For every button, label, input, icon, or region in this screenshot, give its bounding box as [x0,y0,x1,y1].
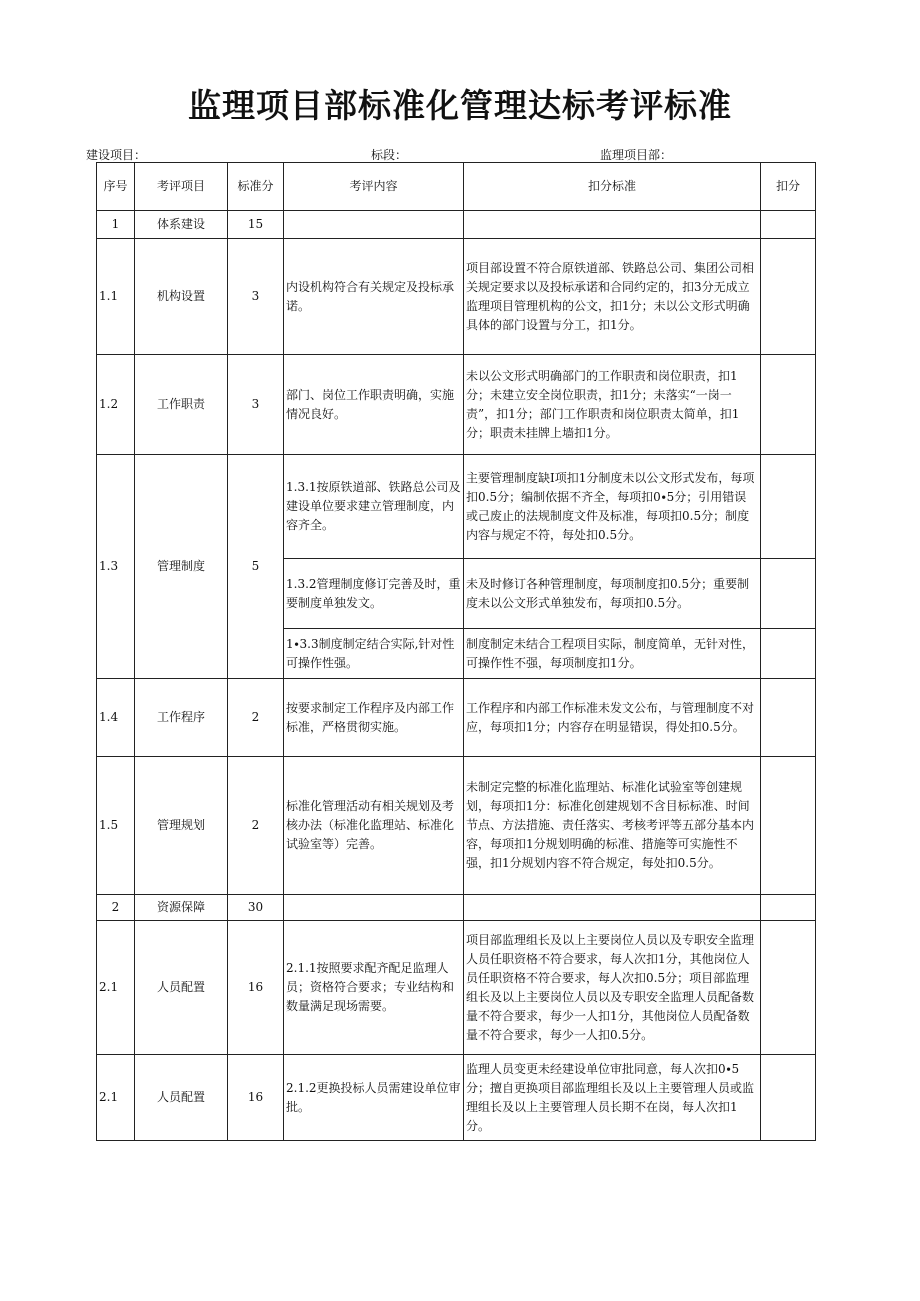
cell-seq: 2 [97,895,135,921]
cell-standard [464,211,761,239]
cell-score: 3 [228,355,284,455]
cell-deduct[interactable] [761,211,816,239]
cell-content: 1.3.2管理制度修订完善及时，重要制度单独发文。 [284,559,464,629]
dept-label: 监理项目部： [600,148,673,162]
table-header-row [97,163,816,211]
cell-score: 15 [228,211,284,239]
cell-item: 人员配置 [135,1055,228,1141]
table-row [97,921,816,1055]
table-row [97,355,816,455]
cell-content: 2.1.1按照要求配齐配足监理人员；资格符合要求；专业结构和数量满足现场需要。 [284,921,464,1055]
header-seq: 序号 [97,163,135,211]
cell-item: 管理规划 [135,757,228,895]
cell-deduct[interactable] [761,355,816,455]
cell-seq: 2.1 [97,1055,135,1141]
cell-deduct[interactable] [761,455,816,559]
cell-content: 内设机构符合有关规定及投标承诺。 [284,239,464,355]
cell-deduct[interactable] [761,1055,816,1141]
cell-score: 2 [228,679,284,757]
cell-item: 管理制度 [135,455,228,679]
cell-standard: 项目部监理组长及以上主要岗位人员以及专职安全监理人员任职资格不符合要求，每人次扣1分，其他岗位人员任职资格不符合要求，每人次扣0.5分；项目部监理组长及以上主要岗位人员以及专职安全监理人员配备数量不符合要求，每少一人扣1分，其他岗位人员配备数量不符合要求，每少一人扣0.5分。 [464,921,761,1055]
cell-item: 工作程序 [135,679,228,757]
cell-deduct[interactable] [761,559,816,629]
cell-standard: 制度制定未结合工程项目实际，制度简单，无针对性，可操作性不强，每项制度扣1分。 [464,629,761,679]
evaluation-table [96,162,816,1141]
cell-item: 资源保障 [135,895,228,921]
cell-item: 人员配置 [135,921,228,1055]
cell-item: 机构设置 [135,239,228,355]
cell-standard: 未以公文形式明确部门的工作职责和岗位职责，扣1分；未建立安全岗位职责，扣1分；未落实“一岗一责”，扣1分；部门工作职责和岗位职责太简单，扣1分；职责未挂牌上墙扣1分。 [464,355,761,455]
header-item: 考评项目 [135,163,228,211]
cell-content: 2.1.2更换投标人员需建设单位审批。 [284,1055,464,1141]
header-content: 考评内容 [284,163,464,211]
cell-deduct[interactable] [761,679,816,757]
cell-seq: 2.1 [97,921,135,1055]
cell-content: 部门、岗位工作职责明确，实施情况良好。 [284,355,464,455]
cell-standard [464,895,761,921]
table-row [97,455,816,559]
cell-score: 5 [228,455,284,679]
cell-deduct[interactable] [761,239,816,355]
table-row [97,757,816,895]
section-label: 标段： [371,148,408,162]
cell-standard: 监理人员变更未经建设单位审批同意，每人次扣0∙5分；擅自更换项目部监理组长及以上主要管理人员或监理组长及以上主要管理人员长期不在岗，每人次扣1分。 [464,1055,761,1141]
cell-score: 16 [228,921,284,1055]
cell-content [284,211,464,239]
cell-deduct[interactable] [761,629,816,679]
cell-deduct[interactable] [761,757,816,895]
cell-content: 按要求制定工作程序及内部工作标准，严格贯彻实施。 [284,679,464,757]
cell-seq: 1.2 [97,355,135,455]
cell-item: 工作职责 [135,355,228,455]
table-row [97,895,816,921]
cell-standard: 未及时修订各种管理制度，每项制度扣0.5分；重要制度未以公文形式单独发布，每项扣0.5分。 [464,559,761,629]
cell-score: 30 [228,895,284,921]
cell-deduct[interactable] [761,895,816,921]
table-row [97,1055,816,1141]
cell-standard: 主要管理制度缺I项扣1分制度未以公文形式发布，每项扣0.5分；编制依据不齐全，每项扣0∙5分；引用错误或己废止的法规制度文件及标准，每项扣0.5分；制度内容与规定不符，每处扣0.5分。 [464,455,761,559]
header-deduct: 扣分 [761,163,816,211]
cell-score: 16 [228,1055,284,1141]
cell-standard: 项目部设置不符合原铁道部、铁路总公司、集团公司相关规定要求以及投标承诺和合同约定的，扣3分无成立监理项目管理机构的公文，扣1分；未以公文形式明确具体的部门设置与分工，扣1分。 [464,239,761,355]
header-standard: 扣分标准 [464,163,761,211]
cell-seq: 1 [97,211,135,239]
cell-seq: 1.4 [97,679,135,757]
table-row [97,679,816,757]
cell-score: 2 [228,757,284,895]
cell-content: 1∙3.3制度制定结合实际,针对性可操作性强。 [284,629,464,679]
table-row [97,239,816,355]
cell-seq: 1.5 [97,757,135,895]
cell-standard: 工作程序和内部工作标准未发文公布，与管理制度不对应，每项扣1分；内容存在明显错误，得处扣0.5分。 [464,679,761,757]
project-label: 建设项目： [86,148,147,162]
cell-score: 3 [228,239,284,355]
cell-standard: 未制定完整的标准化监理站、标准化试验室等创建规划，每项扣1分：标准化创建规划不含目标标准、时间节点、方法措施、责任落实、考核考评等五部分基本内容，每项扣1分规划明确的标准、措施等可实施性不强，扣1分规划内容不符合规定，每处扣0.5分。 [464,757,761,895]
cell-content: 1.3.1按原铁道部、铁路总公司及建设单位要求建立管理制度，内容齐全。 [284,455,464,559]
cell-item: 体系建设 [135,211,228,239]
cell-seq: 1.1 [97,239,135,355]
cell-content [284,895,464,921]
table-row [97,211,816,239]
header-score: 标准分 [228,163,284,211]
cell-content: 标准化管理活动有相关规划及考核办法（标准化监理站、标准化试验室等）完善。 [284,757,464,895]
cell-seq: 1.3 [97,455,135,679]
cell-deduct[interactable] [761,921,816,1055]
page-title: 监理项目部标准化管理达标考评标准 [188,86,732,125]
